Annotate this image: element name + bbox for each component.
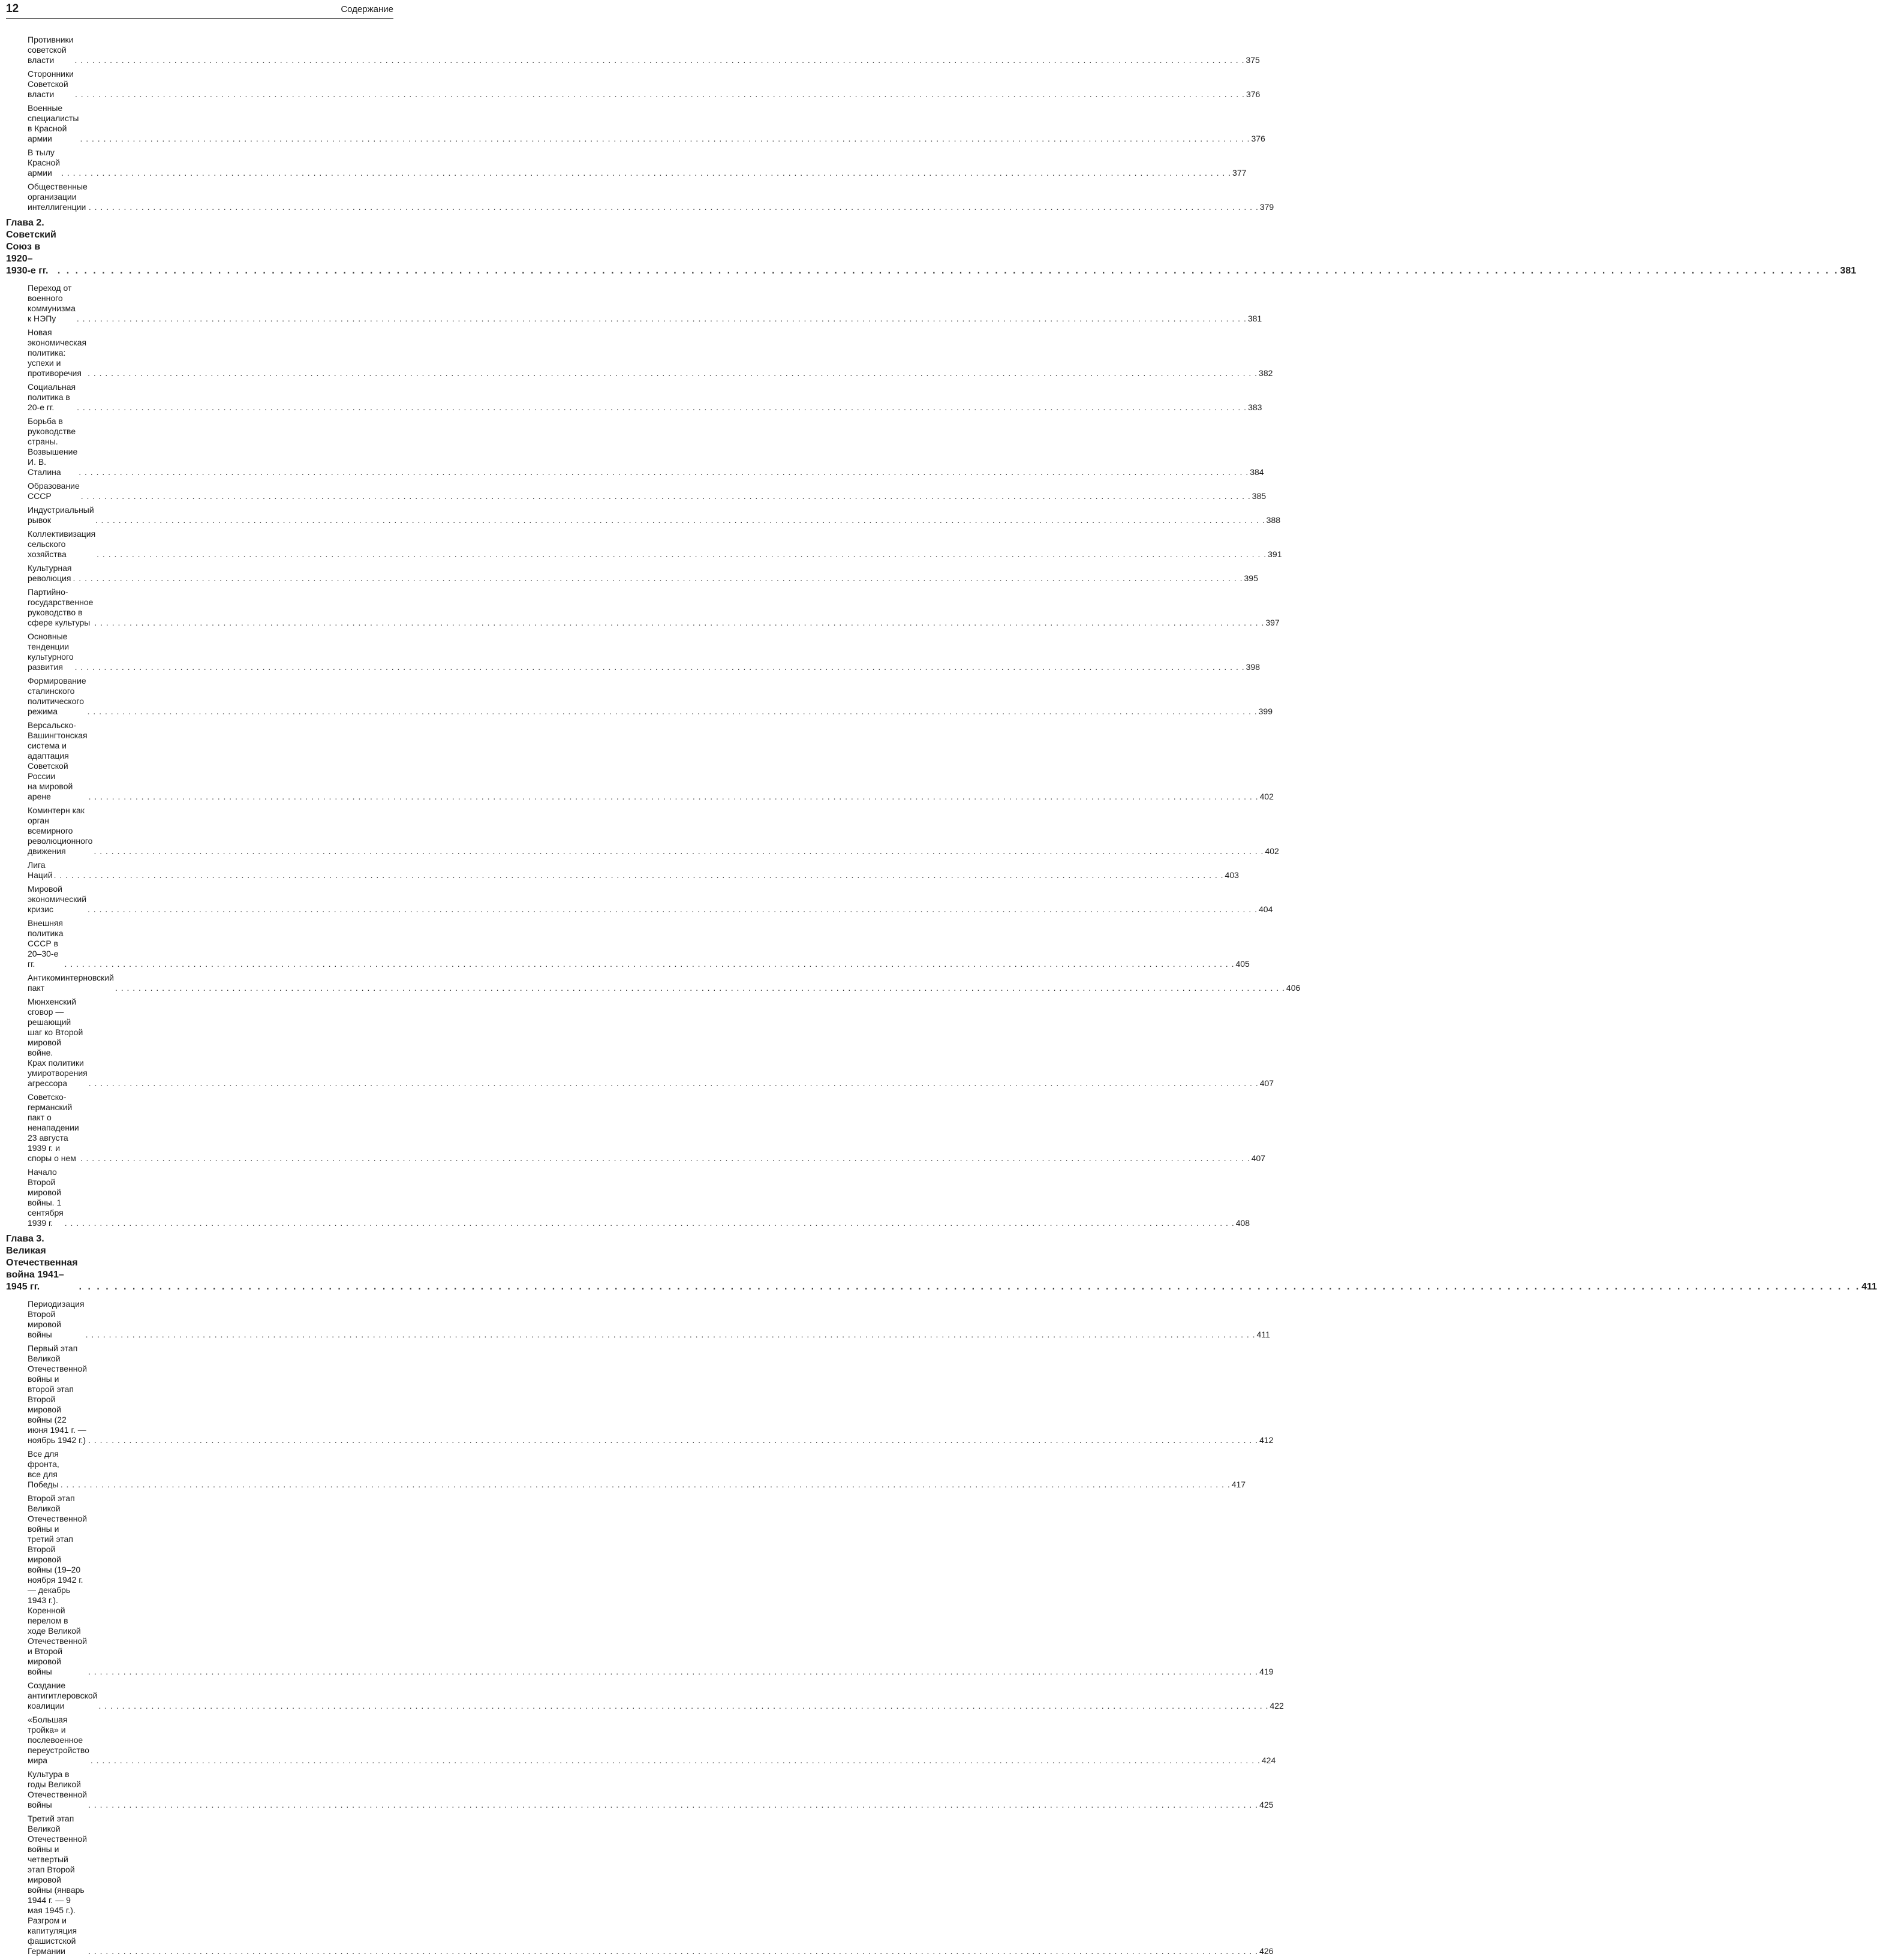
toc-leader-dots: . . . . . . . . . . . . . . . . . . . . . . . . . . . . . . . . . . . . . . . . . . . . . . . . . . . . . . . . . . . . . . . . . . . . . . . . . . . . . . . . . . . . . . . . . . . . . . . . . . . . . . . . . . . . . . . . . . . . . . . . . . . . . . . . . . . . . . . . . . . . . . . . . . . . . . . . . . . . . . . . . . . . . . . . . . . . . . . . . . . . . . . . . . . . . . . . . . . . . . . .: [88, 368, 1258, 378]
toc-page-number: 398: [1246, 662, 1260, 672]
toc-title: Коминтерн как орган всемирного революционного движения: [28, 805, 93, 856]
toc-leader-dots: . . . . . . . . . . . . . . . . . . . . . . . . . . . . . . . . . . . . . . . . . . . . . . . . . . . . . . . . . . . . . . . . . . . . . . . . . . . . . . . . . . . . . . . . . . . . . . . . . . . . . . . . . . . . . . . . . . . . . . . . . . . . . . . . . . . . . . . . . . . . . . . . . . . . . . . . . . . . . . . . . . . . . . . . . . . . . . . . . . . . . . . . . . . . . . . . . . . . . . . .: [87, 707, 1258, 716]
toc-title: Периодизация Второй мировой войны: [28, 1299, 85, 1339]
toc-item: [6, 1449, 1246, 1490]
toc-leader-dots: . . . . . . . . . . . . . . . . . . . . . . . . . . . . . . . . . . . . . . . . . . . . . . . . . . . . . . . . . . . . . . . . . . . . . . . . . . . . . . . . . . . . . . . . . . . . . . . . . . . . . . . . . . . . . . . . . . . . . . . . . . . . . . . . . . . . . . . . . . . . . . . . . . . . . . . . . . . . . . . . . . . . . . . . . . . . . . . . . . . . . . . . . . . . . . . . . . . . . . . .: [74, 662, 1245, 672]
toc-item: [6, 805, 1279, 856]
toc-leader-dots: . . . . . . . . . . . . . . . . . . . . . . . . . . . . . . . . . . . . . . . . . . . . . . . . . . . . . . . . . . . . . . . . . . . . . . . . . . . . . . . . . . . . . . . . . . . . . . . . . . . . . . . . . . . . . . . . . . . . . . . . . . . . . . . . . . . . . . . . . . . . . . . . . . . . . . . . . . . . . . . . . . . . . . . . . . . . . . . . . . . . . . . . . . . . . . . . . . . . . . . .: [61, 168, 1232, 178]
page-number: 12: [6, 2, 19, 15]
toc-title: Социальная политика в 20-е гг.: [28, 382, 76, 412]
toc-title: Коллективизация сельского хозяйства: [28, 529, 96, 559]
toc-leader-dots: . . . . . . . . . . . . . . . . . . . . . . . . . . . . . . . . . . . . . . . . . . . . . . . . . . . . . . . . . . . . . . . . . . . . . . . . . . . . . . . . . . . . . . . . . . . . . . . . . . . . . . . . . . . . . . . . . . . . . . . . . . . . . . . . . . . . . . . . . . . . . . . . . . . . . . . . . . . . . . . . . . . . . . . . . . . . . . . . . . . . . . . . . . . . . . . . . . . . . . . .: [79, 467, 1249, 477]
toc-item: [6, 563, 1258, 584]
toc-item: [6, 1814, 1274, 1956]
toc-page-number: 402: [1265, 846, 1279, 856]
toc-item: [6, 918, 1250, 969]
toc-item: [6, 283, 1262, 324]
toc-leader-dots: . . . . . . . . . . . . . . . . . . . . . . . . . . . . . . . . . . . . . . . . . . . . . . . . . . . . . . . . . . . . . . . . . . . . . . . . . . . . . . . . . . . . . . . . . . . . . . . . . . . . . . . . . . . . . . . . . . . . . . . . . . . . . . . . . . . . . . . . . . . . . . . . . . . . . . . . . . . . . . . . . . . . . . . . . . . . . . . . . . . . . . . . . . . . . . . . . . . . . . . .: [80, 491, 1251, 501]
toc-title: Партийно-государственное руководство в сфере культуры: [28, 587, 94, 627]
toc-leader-dots: . . . . . . . . . . . . . . . . . . . . . . . . . . . . . . . . . . . . . . . . . . . . . . . . . . . . . . . . . . . . . . . . . . . . . . . . . . . . . . . . . . . . . . . . . . . . . . . . . . . . . . . . . . . . . . . . . . . . . . . . . . . . . . . . . . . . . . . . . . . . . . . . . . . . . . . . . . . . . . . . . . . . . . . . . . . . . . . . . . . . . . . . . . . . . . . . . . . . . . . .: [79, 1282, 1861, 1292]
toc-leader-dots: . . . . . . . . . . . . . . . . . . . . . . . . . . . . . . . . . . . . . . . . . . . . . . . . . . . . . . . . . . . . . . . . . . . . . . . . . . . . . . . . . . . . . . . . . . . . . . . . . . . . . . . . . . . . . . . . . . . . . . . . . . . . . . . . . . . . . . . . . . . . . . . . . . . . . . . . . . . . . . . . . . . . . . . . . . . . . . . . . . . . . . . . . . . . . . . . . . . . . . . .: [76, 314, 1247, 323]
toc-page-number: 382: [1259, 368, 1273, 378]
toc-leader-dots: . . . . . . . . . . . . . . . . . . . . . . . . . . . . . . . . . . . . . . . . . . . . . . . . . . . . . . . . . . . . . . . . . . . . . . . . . . . . . . . . . . . . . . . . . . . . . . . . . . . . . . . . . . . . . . . . . . . . . . . . . . . . . . . . . . . . . . . . . . . . . . . . . . . . . . . . . . . . . . . . . . . . . . . . . . . . . . . . . . . . . . . . . . . . . . . . . . . . . . . .: [77, 402, 1247, 412]
toc-page-number: 403: [1225, 870, 1239, 880]
toc-leader-dots: . . . . . . . . . . . . . . . . . . . . . . . . . . . . . . . . . . . . . . . . . . . . . . . . . . . . . . . . . . . . . . . . . . . . . . . . . . . . . . . . . . . . . . . . . . . . . . . . . . . . . . . . . . . . . . . . . . . . . . . . . . . . . . . . . . . . . . . . . . . . . . . . . . . . . . . . . . . . . . . . . . . . . . . . . . . . . . . . . . . . . . . . . . . . . . . . . . . . . . . .: [97, 549, 1267, 559]
toc-page-number: 381: [1840, 266, 1857, 276]
toc-page-number: 426: [1259, 1946, 1274, 1956]
toc-item: [6, 997, 1274, 1089]
toc-title: Переход от военного коммунизма к НЭПу: [28, 283, 76, 323]
toc-page-number: 375: [1246, 55, 1260, 65]
toc-title: Новая экономическая политика: успехи и противоречия: [28, 327, 87, 378]
toc-page-number: 405: [1235, 959, 1250, 969]
toc-item: [6, 1167, 1250, 1228]
toc-chapter: [6, 1233, 1877, 1293]
toc-title: В тылу Красной армии: [28, 148, 61, 178]
toc-leader-dots: . . . . . . . . . . . . . . . . . . . . . . . . . . . . . . . . . . . . . . . . . . . . . . . . . . . . . . . . . . . . . . . . . . . . . . . . . . . . . . . . . . . . . . . . . . . . . . . . . . . . . . . . . . . . . . . . . . . . . . . . . . . . . . . . . . . . . . . . . . . . . . . . . . . . . . . . . . . . . . . . . . . . . . . . . . . . . . . . . . . . . . . . . . . . . . . . . . . . . . . .: [95, 515, 1265, 525]
toc-page-number: 408: [1235, 1218, 1250, 1228]
toc-item: [6, 1092, 1266, 1164]
toc-item: [6, 529, 1282, 560]
toc-page-number: 425: [1259, 1800, 1274, 1809]
toc-leader-dots: . . . . . . . . . . . . . . . . . . . . . . . . . . . . . . . . . . . . . . . . . . . . . . . . . . . . . . . . . . . . . . . . . . . . . . . . . . . . . . . . . . . . . . . . . . . . . . . . . . . . . . . . . . . . . . . . . . . . . . . . . . . . . . . . . . . . . . . . . . . . . . . . . . . . . . . . . . . . . . . . . . . . . . . . . . . . . . . . . . . . . . . . . . . . . . . . . . . . . . . .: [80, 1153, 1250, 1163]
toc-title: Индустриальный рывок: [28, 505, 94, 525]
table-of-contents: [6, 35, 1877, 1960]
page-header: [0, 0, 399, 22]
toc-item: [6, 481, 1267, 501]
toc-item: [6, 69, 1261, 100]
toc-item: [6, 720, 1274, 802]
toc-leader-dots: . . . . . . . . . . . . . . . . . . . . . . . . . . . . . . . . . . . . . . . . . . . . . . . . . . . . . . . . . . . . . . . . . . . . . . . . . . . . . . . . . . . . . . . . . . . . . . . . . . . . . . . . . . . . . . . . . . . . . . . . . . . . . . . . . . . . . . . . . . . . . . . . . . . . . . . . . . . . . . . . . . . . . . . . . . . . . . . . . . . . . . . . . . . . . . . . . . . . . . . .: [115, 983, 1285, 993]
toc-leader-dots: . . . . . . . . . . . . . . . . . . . . . . . . . . . . . . . . . . . . . . . . . . . . . . . . . . . . . . . . . . . . . . . . . . . . . . . . . . . . . . . . . . . . . . . . . . . . . . . . . . . . . . . . . . . . . . . . . . . . . . . . . . . . . . . . . . . . . . . . . . . . . . . . . . . . . . . . . . . . . . . . . . . . . . . . . . . . . . . . . . . . . . . . . . . . . . . . . . . . . . . .: [98, 1701, 1269, 1711]
toc-item: [6, 1343, 1274, 1445]
toc-page-number: 381: [1247, 314, 1262, 323]
toc-leader-dots: . . . . . . . . . . . . . . . . . . . . . . . . . . . . . . . . . . . . . . . . . . . . . . . . . . . . . . . . . . . . . . . . . . . . . . . . . . . . . . . . . . . . . . . . . . . . . . . . . . . . . . . . . . . . . . . . . . . . . . . . . . . . . . . . . . . . . . . . . . . . . . . . . . . . . . . . . . . . . . . . . . . . . . . . . . . . . . . . . . . . . . . . . . . . . . . . . . . . . . . .: [80, 134, 1250, 143]
toc-page-number: 395: [1244, 573, 1258, 583]
toc-item: [6, 884, 1273, 915]
toc-leader-dots: . . . . . . . . . . . . . . . . . . . . . . . . . . . . . . . . . . . . . . . . . . . . . . . . . . . . . . . . . . . . . . . . . . . . . . . . . . . . . . . . . . . . . . . . . . . . . . . . . . . . . . . . . . . . . . . . . . . . . . . . . . . . . . . . . . . . . . . . . . . . . . . . . . . . . . . . . . . . . . . . . . . . . . . . . . . . . . . . . . . . . . . . . . . . . . . . . . . . . . . .: [85, 1330, 1256, 1339]
toc-title: Лига Наций: [28, 860, 53, 880]
toc-page-number: 404: [1259, 904, 1273, 914]
toc-leader-dots: . . . . . . . . . . . . . . . . . . . . . . . . . . . . . . . . . . . . . . . . . . . . . . . . . . . . . . . . . . . . . . . . . . . . . . . . . . . . . . . . . . . . . . . . . . . . . . . . . . . . . . . . . . . . . . . . . . . . . . . . . . . . . . . . . . . . . . . . . . . . . . . . . . . . . . . . . . . . . . . . . . . . . . . . . . . . . . . . . . . . . . . . . . . . . . . . . . . . . . . .: [88, 904, 1258, 914]
toc-leader-dots: . . . . . . . . . . . . . . . . . . . . . . . . . . . . . . . . . . . . . . . . . . . . . . . . . . . . . . . . . . . . . . . . . . . . . . . . . . . . . . . . . . . . . . . . . . . . . . . . . . . . . . . . . . . . . . . . . . . . . . . . . . . . . . . . . . . . . . . . . . . . . . . . . . . . . . . . . . . . . . . . . . . . . . . . . . . . . . . . . . . . . . . . . . . . . . . . . . . . . . . .: [88, 1800, 1259, 1809]
toc-leader-dots: . . . . . . . . . . . . . . . . . . . . . . . . . . . . . . . . . . . . . . . . . . . . . . . . . . . . . . . . . . . . . . . . . . . . . . . . . . . . . . . . . . . . . . . . . . . . . . . . . . . . . . . . . . . . . . . . . . . . . . . . . . . . . . . . . . . . . . . . . . . . . . . . . . . . . . . . . . . . . . . . . . . . . . . . . . . . . . . . . . . . . . . . . . . . . . . . . . . . . . . .: [60, 1480, 1231, 1489]
toc-leader-dots: . . . . . . . . . . . . . . . . . . . . . . . . . . . . . . . . . . . . . . . . . . . . . . . . . . . . . . . . . . . . . . . . . . . . . . . . . . . . . . . . . . . . . . . . . . . . . . . . . . . . . . . . . . . . . . . . . . . . . . . . . . . . . . . . . . . . . . . . . . . . . . . . . . . . . . . . . . . . . . . . . . . . . . . . . . . . . . . . . . . . . . . . . . . . . . . . . . . . . . . .: [73, 573, 1243, 583]
toc-item: [6, 1681, 1284, 1711]
toc-item: [6, 103, 1265, 144]
toc-page-number: 411: [1256, 1330, 1270, 1339]
toc-title: Третий этап Великой Отечественной войны и четвертый этап Второй мировой войны (январь 1944 г. — 9 мая 1945 г.). Разгром и капитуляция фашистской Германии: [28, 1814, 88, 1956]
toc-title: Глава 2. Советский Союз в 1920–1930-е гг.: [6, 218, 56, 276]
toc-title: Первый этап Великой Отечественной войны и второй этап Второй мировой войны (22 июня 1941 г. — ноябрь 1942 г.): [28, 1343, 88, 1445]
toc-leader-dots: . . . . . . . . . . . . . . . . . . . . . . . . . . . . . . . . . . . . . . . . . . . . . . . . . . . . . . . . . . . . . . . . . . . . . . . . . . . . . . . . . . . . . . . . . . . . . . . . . . . . . . . . . . . . . . . . . . . . . . . . . . . . . . . . . . . . . . . . . . . . . . . . . . . . . . . . . . . . . . . . . . . . . . . . . . . . . . . . . . . . . . . . . . . . . . . . . . . . . . . .: [88, 1435, 1259, 1445]
toc-leader-dots: . . . . . . . . . . . . . . . . . . . . . . . . . . . . . . . . . . . . . . . . . . . . . . . . . . . . . . . . . . . . . . . . . . . . . . . . . . . . . . . . . . . . . . . . . . . . . . . . . . . . . . . . . . . . . . . . . . . . . . . . . . . . . . . . . . . . . . . . . . . . . . . . . . . . . . . . . . . . . . . . . . . . . . . . . . . . . . . . . . . . . . . . . . . . . . . . . . . . . . . .: [57, 266, 1839, 276]
toc-item: [6, 148, 1247, 178]
toc-leader-dots: . . . . . . . . . . . . . . . . . . . . . . . . . . . . . . . . . . . . . . . . . . . . . . . . . . . . . . . . . . . . . . . . . . . . . . . . . . . . . . . . . . . . . . . . . . . . . . . . . . . . . . . . . . . . . . . . . . . . . . . . . . . . . . . . . . . . . . . . . . . . . . . . . . . . . . . . . . . . . . . . . . . . . . . . . . . . . . . . . . . . . . . . . . . . . . . . . . . . . . . .: [74, 55, 1245, 65]
toc-title: Глава 3. Великая Отечественная война 1941–1945 гг.: [6, 1234, 78, 1292]
toc-title: Формирование сталинского политического режима: [28, 676, 86, 716]
toc-item: [6, 1715, 1276, 1766]
toc-title: Культура в годы Великой Отечественной войны: [28, 1769, 88, 1809]
toc-item: [6, 632, 1260, 672]
toc-item: [6, 416, 1264, 477]
toc-chapter: [6, 217, 1857, 277]
toc-page-number: 412: [1259, 1435, 1274, 1445]
toc-item: [6, 973, 1301, 993]
toc-item: [6, 676, 1273, 717]
toc-leader-dots: . . . . . . . . . . . . . . . . . . . . . . . . . . . . . . . . . . . . . . . . . . . . . . . . . . . . . . . . . . . . . . . . . . . . . . . . . . . . . . . . . . . . . . . . . . . . . . . . . . . . . . . . . . . . . . . . . . . . . . . . . . . . . . . . . . . . . . . . . . . . . . . . . . . . . . . . . . . . . . . . . . . . . . . . . . . . . . . . . . . . . . . . . . . . . . . . . . . . . . . .: [88, 1946, 1259, 1956]
toc-title: Начало Второй мировой войны. 1 сентября 1939 г.: [28, 1167, 64, 1228]
toc-title: Мюнхенский сговор — решающий шаг ко Второй мировой войне. Крах политики умиротворения агрессора: [28, 997, 88, 1088]
toc-page-number: 417: [1231, 1480, 1246, 1489]
toc-page-number: 379: [1259, 202, 1274, 212]
toc-title: Образование СССР: [28, 481, 80, 501]
toc-leader-dots: . . . . . . . . . . . . . . . . . . . . . . . . . . . . . . . . . . . . . . . . . . . . . . . . . . . . . . . . . . . . . . . . . . . . . . . . . . . . . . . . . . . . . . . . . . . . . . . . . . . . . . . . . . . . . . . . . . . . . . . . . . . . . . . . . . . . . . . . . . . . . . . . . . . . . . . . . . . . . . . . . . . . . . . . . . . . . . . . . . . . . . . . . . . . . . . . . . . . . . . .: [88, 1078, 1259, 1088]
toc-item: [6, 505, 1281, 525]
toc-title: Военные специалисты в Красной армии: [28, 103, 79, 143]
toc-item: [6, 382, 1262, 413]
toc-title: Основные тенденции культурного развития: [28, 632, 74, 672]
toc-title: Общественные организации интеллигенции: [28, 182, 88, 212]
toc-title: «Большая тройка» и послевоенное переустройство мира: [28, 1715, 89, 1765]
toc-leader-dots: . . . . . . . . . . . . . . . . . . . . . . . . . . . . . . . . . . . . . . . . . . . . . . . . . . . . . . . . . . . . . . . . . . . . . . . . . . . . . . . . . . . . . . . . . . . . . . . . . . . . . . . . . . . . . . . . . . . . . . . . . . . . . . . . . . . . . . . . . . . . . . . . . . . . . . . . . . . . . . . . . . . . . . . . . . . . . . . . . . . . . . . . . . . . . . . . . . . . . . . .: [88, 1667, 1259, 1676]
toc-title: Создание антигитлеровской коалиции: [28, 1681, 98, 1711]
toc-title: Мировой экономический кризис: [28, 884, 87, 914]
toc-leader-dots: . . . . . . . . . . . . . . . . . . . . . . . . . . . . . . . . . . . . . . . . . . . . . . . . . . . . . . . . . . . . . . . . . . . . . . . . . . . . . . . . . . . . . . . . . . . . . . . . . . . . . . . . . . . . . . . . . . . . . . . . . . . . . . . . . . . . . . . . . . . . . . . . . . . . . . . . . . . . . . . . . . . . . . . . . . . . . . . . . . . . . . . . . . . . . . . . . . . . . . . .: [74, 89, 1245, 99]
toc-item: [6, 1493, 1274, 1677]
toc-title: Борьба в руководстве страны. Возвышение И. В. Сталина: [28, 416, 78, 477]
toc-page-number: 399: [1258, 707, 1273, 716]
toc-item: [6, 182, 1274, 212]
toc-title: Культурная революция: [28, 563, 72, 583]
toc-page-number: 376: [1251, 134, 1265, 143]
toc-page-number: 422: [1270, 1701, 1284, 1711]
toc-title: Советско-германский пакт о ненападении 23 августа 1939 г. и споры о нем: [28, 1092, 79, 1163]
toc-item: [6, 1769, 1274, 1810]
toc-leader-dots: . . . . . . . . . . . . . . . . . . . . . . . . . . . . . . . . . . . . . . . . . . . . . . . . . . . . . . . . . . . . . . . . . . . . . . . . . . . . . . . . . . . . . . . . . . . . . . . . . . . . . . . . . . . . . . . . . . . . . . . . . . . . . . . . . . . . . . . . . . . . . . . . . . . . . . . . . . . . . . . . . . . . . . . . . . . . . . . . . . . . . . . . . . . . . . . . . . . . . . . .: [64, 959, 1235, 969]
toc-title: Версальско-Вашингтонская система и адаптация Советской России на мировой арене: [28, 720, 88, 801]
toc-page-number: 407: [1259, 1078, 1274, 1088]
toc-page-number: 388: [1266, 515, 1281, 525]
toc-page-number: 397: [1265, 618, 1280, 627]
toc-page-number: 385: [1252, 491, 1267, 501]
toc-title: Сторонники Советской власти: [28, 69, 74, 99]
toc-leader-dots: . . . . . . . . . . . . . . . . . . . . . . . . . . . . . . . . . . . . . . . . . . . . . . . . . . . . . . . . . . . . . . . . . . . . . . . . . . . . . . . . . . . . . . . . . . . . . . . . . . . . . . . . . . . . . . . . . . . . . . . . . . . . . . . . . . . . . . . . . . . . . . . . . . . . . . . . . . . . . . . . . . . . . . . . . . . . . . . . . . . . . . . . . . . . . . . . . . . . . . . .: [94, 846, 1264, 856]
toc-page-number: 384: [1250, 467, 1264, 477]
toc-page-number: 406: [1286, 983, 1301, 993]
toc-page-number: 424: [1261, 1755, 1276, 1765]
toc-page-number: 411: [1861, 1282, 1877, 1292]
toc-leader-dots: . . . . . . . . . . . . . . . . . . . . . . . . . . . . . . . . . . . . . . . . . . . . . . . . . . . . . . . . . . . . . . . . . . . . . . . . . . . . . . . . . . . . . . . . . . . . . . . . . . . . . . . . . . . . . . . . . . . . . . . . . . . . . . . . . . . . . . . . . . . . . . . . . . . . . . . . . . . . . . . . . . . . . . . . . . . . . . . . . . . . . . . . . . . . . . . . . . . . . . . .: [94, 618, 1265, 627]
toc-item: [6, 327, 1273, 378]
toc-title: Второй этап Великой Отечественной войны и третий этап Второй мировой войны (19–20 ноября 1942 г. — декабрь 1943 г.). Коренной перелом в ходе Великой Отечественной и Второй мировой войны: [28, 1493, 88, 1676]
toc-leader-dots: . . . . . . . . . . . . . . . . . . . . . . . . . . . . . . . . . . . . . . . . . . . . . . . . . . . . . . . . . . . . . . . . . . . . . . . . . . . . . . . . . . . . . . . . . . . . . . . . . . . . . . . . . . . . . . . . . . . . . . . . . . . . . . . . . . . . . . . . . . . . . . . . . . . . . . . . . . . . . . . . . . . . . . . . . . . . . . . . . . . . . . . . . . . . . . . . . . . . . . . .: [88, 792, 1259, 801]
toc-page-number: 376: [1246, 89, 1261, 99]
toc-title: Внешняя политика СССР в 20–30-е гг.: [28, 918, 64, 969]
toc-page-number: 407: [1251, 1153, 1266, 1163]
toc-page-number: 377: [1232, 168, 1247, 178]
toc-title: Все для фронта, все для Победы: [28, 1449, 59, 1489]
toc-item: [6, 860, 1239, 880]
section-title: Содержание: [341, 4, 393, 14]
toc-title: Антикоминтерновский пакт: [28, 973, 114, 993]
toc-leader-dots: . . . . . . . . . . . . . . . . . . . . . . . . . . . . . . . . . . . . . . . . . . . . . . . . . . . . . . . . . . . . . . . . . . . . . . . . . . . . . . . . . . . . . . . . . . . . . . . . . . . . . . . . . . . . . . . . . . . . . . . . . . . . . . . . . . . . . . . . . . . . . . . . . . . . . . . . . . . . . . . . . . . . . . . . . . . . . . . . . . . . . . . . . . . . . . . . . . . . . . . .: [88, 202, 1259, 212]
toc-leader-dots: . . . . . . . . . . . . . . . . . . . . . . . . . . . . . . . . . . . . . . . . . . . . . . . . . . . . . . . . . . . . . . . . . . . . . . . . . . . . . . . . . . . . . . . . . . . . . . . . . . . . . . . . . . . . . . . . . . . . . . . . . . . . . . . . . . . . . . . . . . . . . . . . . . . . . . . . . . . . . . . . . . . . . . . . . . . . . . . . . . . . . . . . . . . . . . . . . . . . . . . .: [64, 1218, 1235, 1228]
toc-page-number: 402: [1259, 792, 1274, 801]
toc-item: [6, 35, 1260, 65]
toc-item: [6, 587, 1280, 628]
toc-page-number: 391: [1268, 549, 1282, 559]
toc-page-number: 383: [1248, 402, 1262, 412]
header-rule: [6, 18, 393, 19]
toc-title: Противники советской власти: [28, 35, 74, 65]
toc-leader-dots: . . . . . . . . . . . . . . . . . . . . . . . . . . . . . . . . . . . . . . . . . . . . . . . . . . . . . . . . . . . . . . . . . . . . . . . . . . . . . . . . . . . . . . . . . . . . . . . . . . . . . . . . . . . . . . . . . . . . . . . . . . . . . . . . . . . . . . . . . . . . . . . . . . . . . . . . . . . . . . . . . . . . . . . . . . . . . . . . . . . . . . . . . . . . . . . . . . . . . . . .: [90, 1755, 1261, 1765]
toc-page-number: 419: [1259, 1667, 1274, 1676]
toc-leader-dots: . . . . . . . . . . . . . . . . . . . . . . . . . . . . . . . . . . . . . . . . . . . . . . . . . . . . . . . . . . . . . . . . . . . . . . . . . . . . . . . . . . . . . . . . . . . . . . . . . . . . . . . . . . . . . . . . . . . . . . . . . . . . . . . . . . . . . . . . . . . . . . . . . . . . . . . . . . . . . . . . . . . . . . . . . . . . . . . . . . . . . . . . . . . . . . . . . . . . . . . .: [53, 870, 1224, 880]
toc-item: [6, 1299, 1270, 1340]
